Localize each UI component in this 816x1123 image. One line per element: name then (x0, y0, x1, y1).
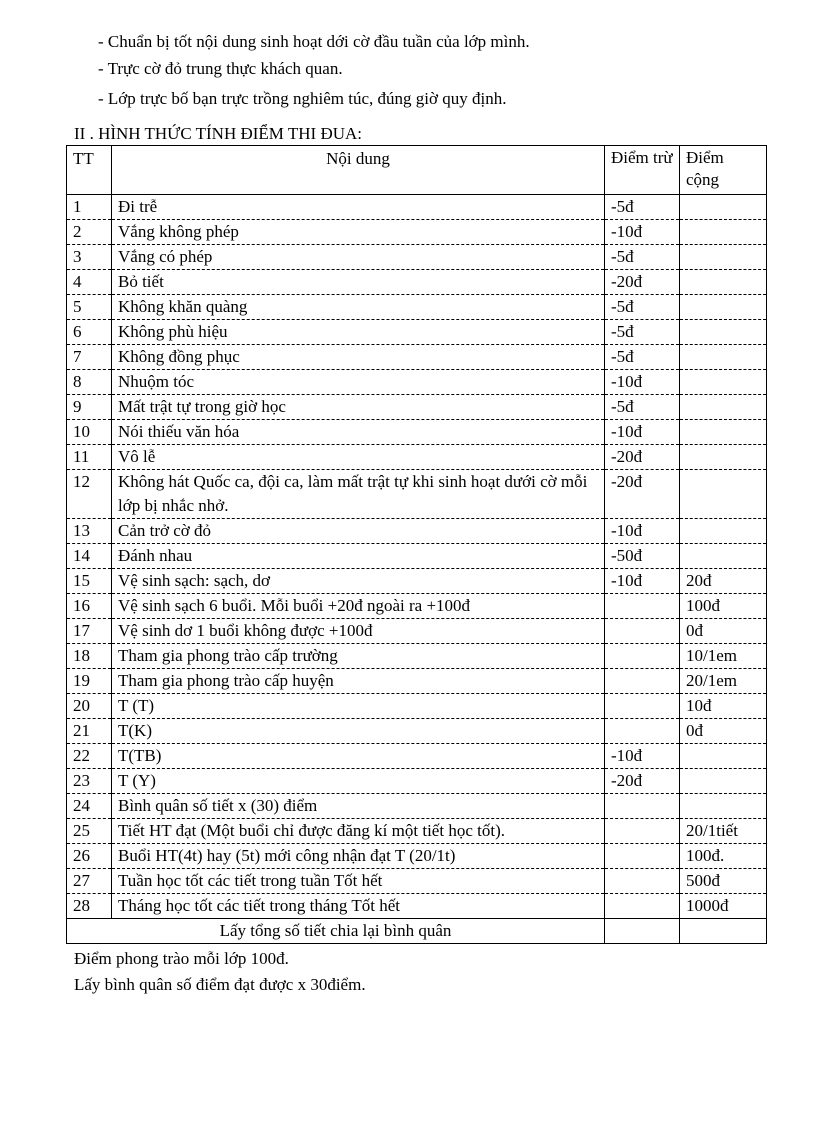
cell-plus-points (680, 395, 767, 420)
cell-tt: 18 (67, 644, 112, 669)
cell-content: T (Y) (112, 769, 605, 794)
table-row (67, 819, 767, 844)
cell-content: Nói thiếu văn hóa (112, 420, 605, 445)
table-row (67, 395, 767, 420)
table-row (67, 445, 767, 470)
cell-minus-points (605, 619, 680, 644)
cell-minus-points (605, 719, 680, 744)
table-row (67, 320, 767, 345)
cell-plus-points: 20/1tiết (680, 819, 767, 844)
cell-minus-points: -10đ (605, 420, 680, 445)
table-footer-row (67, 919, 767, 944)
rule-item: - Lớp trực bố bạn trực trồng nghiêm túc, đúng giờ quy định. (98, 89, 507, 108)
cell-plus-points (680, 744, 767, 769)
cell-tt: 24 (67, 794, 112, 819)
table-row (67, 470, 767, 519)
cell-minus-points: -5đ (605, 295, 680, 320)
cell-content: Tiết HT đạt (Một buổi chỉ được đăng kí một tiết học tốt). (112, 819, 605, 844)
table-row (67, 519, 767, 544)
cell-content: Vắng không phép (112, 220, 605, 245)
cell-minus-points: -20đ (605, 470, 680, 519)
cell-tt: 7 (67, 345, 112, 370)
cell-minus-points: -10đ (605, 744, 680, 769)
cell-content: Buổi HT(4t) hay (5t) mới công nhận đạt T (20/1t) (112, 844, 605, 869)
cell-minus-points (605, 594, 680, 619)
cell-tt: 17 (67, 619, 112, 644)
rule-item: - Trực cờ đỏ trung thực khách quan. (98, 59, 343, 78)
header-minus-points: Điểm trừ (605, 146, 680, 195)
table-row (67, 844, 767, 869)
cell-tt: 12 (67, 470, 112, 519)
table-row (67, 220, 767, 245)
footer-empty-cell (605, 919, 680, 944)
cell-plus-points: 100đ. (680, 844, 767, 869)
cell-content: Mất trật tự trong giờ học (112, 395, 605, 420)
note-line: Điểm phong trào mỗi lớp 100đ. (74, 949, 289, 968)
cell-plus-points (680, 470, 767, 519)
table-row (67, 420, 767, 445)
cell-plus-points: 0đ (680, 619, 767, 644)
cell-minus-points: -10đ (605, 220, 680, 245)
table-row (67, 270, 767, 295)
cell-tt: 23 (67, 769, 112, 794)
table-row (67, 544, 767, 569)
cell-plus-points: 0đ (680, 719, 767, 744)
cell-content: T(K) (112, 719, 605, 744)
cell-content: Không đồng phục (112, 345, 605, 370)
cell-tt: 20 (67, 694, 112, 719)
cell-content: Nhuộm tóc (112, 370, 605, 395)
cell-content: Đánh nhau (112, 544, 605, 569)
cell-tt: 27 (67, 869, 112, 894)
table-row (67, 370, 767, 395)
cell-content: Đi trễ (112, 195, 605, 220)
cell-plus-points (680, 769, 767, 794)
table-row (67, 644, 767, 669)
cell-minus-points (605, 819, 680, 844)
cell-plus-points: 100đ (680, 594, 767, 619)
table-row (67, 744, 767, 769)
cell-minus-points (605, 794, 680, 819)
cell-plus-points (680, 544, 767, 569)
cell-plus-points (680, 220, 767, 245)
table-row (67, 869, 767, 894)
table-row (67, 794, 767, 819)
cell-tt: 16 (67, 594, 112, 619)
cell-tt: 26 (67, 844, 112, 869)
cell-plus-points (680, 445, 767, 470)
cell-tt: 19 (67, 669, 112, 694)
cell-plus-points (680, 245, 767, 270)
cell-minus-points: -10đ (605, 370, 680, 395)
table-row (67, 894, 767, 919)
table-row (67, 669, 767, 694)
cell-content: Vệ sinh dơ 1 buổi không được +100đ (112, 619, 605, 644)
cell-plus-points (680, 270, 767, 295)
cell-plus-points: 10/1em (680, 644, 767, 669)
table-row (67, 594, 767, 619)
rules-list (98, 28, 530, 112)
cell-content: Không khăn quàng (112, 295, 605, 320)
rule-item: - Chuẩn bị tốt nội dung sinh hoạt dới cờ đầu tuần của lớp mình. (98, 32, 530, 51)
cell-tt: 15 (67, 569, 112, 594)
cell-content: Tháng học tốt các tiết trong tháng Tốt hết (112, 894, 605, 919)
cell-tt: 5 (67, 295, 112, 320)
table-row (67, 345, 767, 370)
header-tt: TT (67, 146, 112, 195)
table-row (67, 619, 767, 644)
cell-tt: 28 (67, 894, 112, 919)
cell-plus-points (680, 320, 767, 345)
cell-plus-points (680, 420, 767, 445)
cell-tt: 21 (67, 719, 112, 744)
cell-content: T(TB) (112, 744, 605, 769)
cell-content: Không phù hiệu (112, 320, 605, 345)
header-plus-points: Điểm cộng (680, 146, 767, 195)
cell-tt: 22 (67, 744, 112, 769)
cell-content: Vệ sinh sạch: sạch, dơ (112, 569, 605, 594)
cell-plus-points (680, 519, 767, 544)
scoring-table (66, 145, 767, 944)
cell-minus-points: -10đ (605, 519, 680, 544)
cell-plus-points: 500đ (680, 869, 767, 894)
cell-content: Vô lễ (112, 445, 605, 470)
cell-minus-points: -5đ (605, 345, 680, 370)
cell-plus-points: 20/1em (680, 669, 767, 694)
cell-content: T (T) (112, 694, 605, 719)
cell-tt: 4 (67, 270, 112, 295)
section-title: II . HÌNH THỨC TÍNH ĐIỂM THI ĐUA: (74, 124, 362, 143)
cell-plus-points: 10đ (680, 694, 767, 719)
cell-minus-points (605, 669, 680, 694)
table-row (67, 245, 767, 270)
cell-tt: 8 (67, 370, 112, 395)
footer-empty-cell (680, 919, 767, 944)
table-row (67, 195, 767, 220)
cell-content: Tham gia phong trào cấp huyện (112, 669, 605, 694)
cell-content: Không hát Quốc ca, đội ca, làm mất trật tự khi sinh hoạt dưới cờ mỗi lớp bị nhắc nhở. (112, 470, 605, 519)
cell-minus-points (605, 894, 680, 919)
table-body (67, 195, 767, 919)
header-content: Nội dung (112, 146, 605, 195)
cell-content: Vệ sinh sạch 6 buổi. Mỗi buổi +20đ ngoài ra +100đ (112, 594, 605, 619)
cell-tt: 2 (67, 220, 112, 245)
table-row (67, 569, 767, 594)
cell-plus-points (680, 794, 767, 819)
cell-minus-points (605, 844, 680, 869)
cell-content: Vắng có phép (112, 245, 605, 270)
cell-tt: 10 (67, 420, 112, 445)
cell-content: Bỏ tiết (112, 270, 605, 295)
cell-minus-points (605, 694, 680, 719)
cell-tt: 25 (67, 819, 112, 844)
cell-plus-points: 20đ (680, 569, 767, 594)
cell-content: Tuần học tốt các tiết trong tuần Tốt hết (112, 869, 605, 894)
cell-minus-points (605, 644, 680, 669)
cell-minus-points: -5đ (605, 320, 680, 345)
cell-minus-points: -5đ (605, 245, 680, 270)
cell-minus-points: -50đ (605, 544, 680, 569)
cell-tt: 3 (67, 245, 112, 270)
cell-content: Tham gia phong trào cấp trường (112, 644, 605, 669)
cell-minus-points: -10đ (605, 569, 680, 594)
cell-content: Bình quân số tiết x (30) điểm (112, 794, 605, 819)
cell-tt: 6 (67, 320, 112, 345)
cell-plus-points (680, 345, 767, 370)
cell-plus-points (680, 370, 767, 395)
cell-minus-points: -20đ (605, 270, 680, 295)
footer-note: Lấy tổng số tiết chia lại bình quân (67, 919, 605, 944)
cell-tt: 13 (67, 519, 112, 544)
cell-content: Cản trở cờ đỏ (112, 519, 605, 544)
table-row (67, 719, 767, 744)
cell-minus-points: -20đ (605, 445, 680, 470)
note-line: Lấy bình quân số điểm đạt được x 30điểm. (74, 975, 366, 994)
cell-minus-points: -5đ (605, 395, 680, 420)
cell-minus-points (605, 869, 680, 894)
cell-tt: 9 (67, 395, 112, 420)
cell-tt: 11 (67, 445, 112, 470)
cell-plus-points (680, 195, 767, 220)
cell-tt: 14 (67, 544, 112, 569)
table-row (67, 769, 767, 794)
cell-plus-points: 1000đ (680, 894, 767, 919)
cell-tt: 1 (67, 195, 112, 220)
table-header-row (67, 146, 767, 195)
table-row (67, 295, 767, 320)
notes (74, 946, 366, 998)
table-row (67, 694, 767, 719)
cell-plus-points (680, 295, 767, 320)
cell-minus-points: -5đ (605, 195, 680, 220)
cell-minus-points: -20đ (605, 769, 680, 794)
